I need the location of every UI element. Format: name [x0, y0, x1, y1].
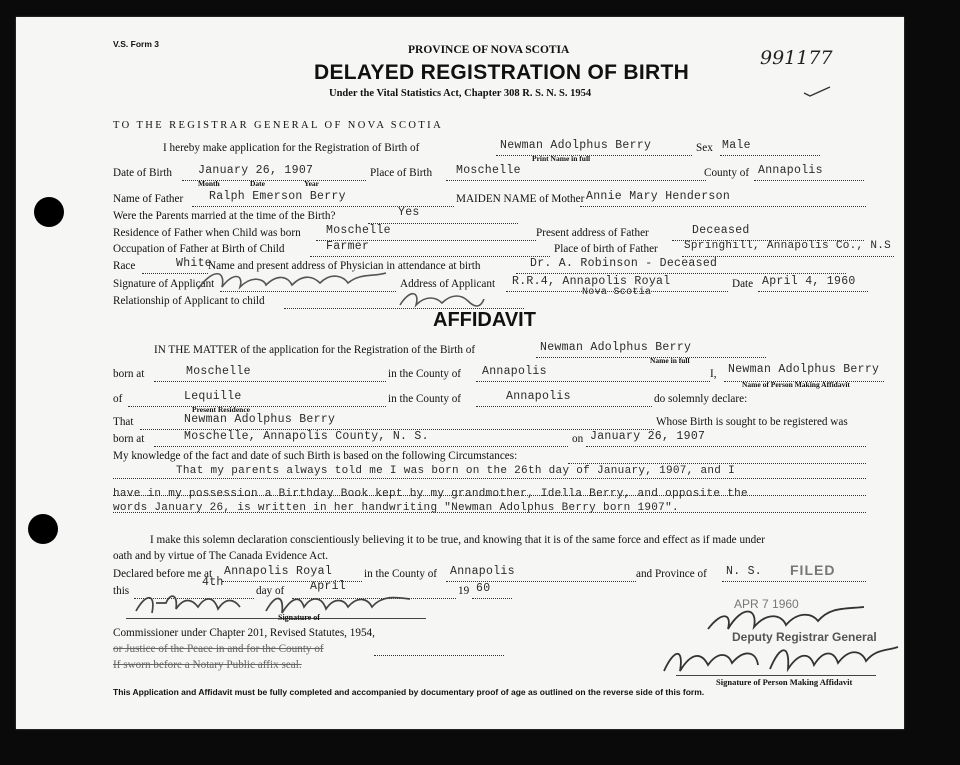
- circumstances-line-3: words January 26, is written in her handwriting "Newman Adolphus Berry born 1907".: [113, 502, 679, 514]
- matter-name-field: Newman Adolphus Berry: [540, 341, 692, 354]
- this-label: this: [113, 585, 130, 597]
- occupation-label: Occupation of Father at Birth of Child: [113, 243, 285, 255]
- on-date-field: January 26, 1907: [590, 430, 706, 443]
- occupation-field: Farmer: [326, 240, 370, 253]
- married-label: Were the Parents married at the time of the Birth?: [113, 210, 336, 222]
- signature-applicant-label: Signature of Applicant: [113, 278, 215, 290]
- applicant-address-field: R.R.4, Annapolis Royal: [512, 275, 671, 288]
- child-name-field: Newman Adolphus Berry: [500, 139, 652, 152]
- intro-label: I hereby make application for the Registration of Birth of: [163, 142, 420, 154]
- punch-hole-bottom: [28, 514, 58, 544]
- check-mark-icon: [802, 85, 832, 99]
- father-present-field: Deceased: [692, 224, 750, 237]
- pob-label: Place of Birth: [370, 167, 433, 179]
- on-label: on: [572, 433, 584, 445]
- month-field: April: [310, 580, 347, 593]
- year-field: 60: [476, 582, 491, 595]
- affiant-caption: Name of Person Making Affidavit: [742, 380, 850, 389]
- punch-hole-top: [34, 197, 64, 227]
- pob-field: Moschelle: [456, 164, 521, 177]
- commissioner-line-3: If sworn before a Notary Public affix seal.: [113, 659, 302, 671]
- form-number: V.S. Form 3: [113, 39, 159, 49]
- physician-label: Name and present address of Physician in attendance at birth: [208, 260, 481, 272]
- applicant-address-line2: Nova Scotia: [582, 287, 652, 298]
- day-of-label: day of: [256, 585, 285, 597]
- dob-field: January 26, 1907: [198, 164, 314, 177]
- race-field: White: [176, 257, 213, 270]
- county2-label: in the County of: [388, 393, 462, 405]
- physician-field: Dr. A. Robinson - Deceased: [530, 257, 718, 270]
- declared-label: Declared before me at: [113, 568, 213, 580]
- county3-label: in the County of: [364, 568, 438, 580]
- county3-field: Annapolis: [450, 565, 515, 578]
- sex-label: Sex: [696, 142, 713, 154]
- applicant-address-label: Address of Applicant: [400, 278, 496, 290]
- province-heading: PROVINCE OF NOVA SCOTIA: [408, 44, 570, 56]
- present-residence-caption: Present Residence: [192, 405, 250, 414]
- signature-of-caption: Signature of: [278, 613, 320, 622]
- in-county-field: Annapolis: [482, 365, 547, 378]
- month-caption: Month: [198, 179, 220, 188]
- married-field: Yes: [398, 206, 420, 219]
- circumstances-line-2: have in my possession a Birthday Book kept by my grandmother, Idella Berry, and opposite the: [113, 488, 748, 500]
- day-field: 4th: [202, 576, 224, 589]
- father-birthplace-field: Springhill, Annapolis Co., N.S: [684, 240, 892, 252]
- father-label: Name of Father: [113, 193, 184, 205]
- father-present-label: Present address of Father: [536, 227, 649, 239]
- subtitle: Under the Vital Statistics Act, Chapter 308 R. S. N. S. 1954: [329, 88, 592, 99]
- commissioner-signature: [126, 587, 426, 621]
- affiant-signature-caption: Signature of Person Making Affidavit: [716, 677, 853, 687]
- mother-field: Annie Mary Henderson: [586, 190, 731, 203]
- of-label: of: [113, 393, 123, 405]
- year-caption: Year: [304, 179, 319, 188]
- race-label: Race: [113, 260, 136, 272]
- declared-at-field: Annapolis Royal: [224, 565, 333, 578]
- that-name-field: Newman Adolphus Berry: [184, 413, 336, 426]
- year-prefix: 19: [458, 585, 470, 597]
- application-date-field: April 4, 1960: [762, 275, 856, 288]
- of-field: Lequille: [184, 390, 242, 403]
- affidavit-heading: AFFIDAVIT: [433, 309, 536, 331]
- born-at2-label: born at: [113, 433, 145, 445]
- county-field: Annapolis: [758, 164, 823, 177]
- footer-note: This Application and Affidavit must be fully completed and accompanied by documentary proof of age as outlined on the reverse side of this form.: [113, 687, 705, 697]
- i-label: I,: [710, 368, 717, 380]
- county2-field: Annapolis: [506, 390, 571, 403]
- print-name-caption: Print Name in full: [532, 154, 591, 163]
- father-residence-field: Moschelle: [326, 224, 391, 237]
- received-date-stamp: APR 7 1960: [734, 597, 799, 611]
- date-label: Date: [732, 278, 754, 290]
- registration-number: 991177: [760, 47, 833, 69]
- father-field: Ralph Emerson Berry: [209, 190, 346, 203]
- born-at-label: born at: [113, 368, 145, 380]
- filed-stamp: FILED: [790, 562, 836, 578]
- province-field: N. S.: [726, 565, 763, 578]
- knowledge-label: My knowledge of the fact and date of such Birth is based on the following Circumstances:: [113, 450, 518, 462]
- page-title: DELAYED REGISTRATION OF BIRTH: [314, 61, 690, 84]
- county-label: County of: [704, 167, 750, 179]
- father-birthplace-label: Place of birth of Father: [554, 243, 658, 255]
- declare-label: do solemnly declare:: [654, 393, 748, 405]
- in-county-label: in the County of: [388, 368, 462, 380]
- circumstances-line-1: That my parents always told me I was born on the 26th day of January, 1907, and I: [176, 465, 735, 477]
- father-residence-label: Residence of Father when Child was born: [113, 227, 301, 239]
- commissioner-line-2: or Justice of the Peace in and for the County of: [113, 643, 324, 655]
- born-at-field: Moschelle: [186, 365, 251, 378]
- affiant-name-field: Newman Adolphus Berry: [728, 363, 880, 376]
- commissioner-line-1: Commissioner under Chapter 201, Revised Statutes, 1954,: [113, 627, 375, 639]
- solemn-declaration-2: oath and by virtue of The Canada Evidence Act.: [113, 550, 329, 562]
- matter-label: IN THE MATTER of the application for the Registration of the Birth of: [154, 344, 476, 356]
- solemn-declaration-1: I make this solemn declaration conscientiously believing it to be true, and knowing that it is of the same force and effect as if made under: [150, 534, 765, 546]
- to-registrar-line: TO THE REGISTRAR GENERAL OF NOVA SCOTIA: [113, 120, 444, 131]
- name-in-full-caption: Name in full: [650, 356, 690, 365]
- relationship-label: Relationship of Applicant to child: [113, 295, 265, 307]
- whose-birth-label: Whose Birth is sought to be registered was: [656, 416, 848, 428]
- born-at2-field: Moschelle, Annapolis County, N. S.: [184, 430, 429, 443]
- sex-field: Male: [722, 139, 751, 152]
- deputy-registrar-stamp: Deputy Registrar General: [732, 630, 877, 644]
- affiant-signature: [658, 639, 903, 679]
- document-page: [16, 17, 904, 729]
- date-caption: Date: [250, 179, 265, 188]
- province-label: and Province of: [636, 568, 707, 580]
- dob-label: Date of Birth: [113, 167, 173, 179]
- that-label: That: [113, 416, 134, 428]
- mother-label: MAIDEN NAME of Mother: [456, 193, 585, 205]
- applicant-signature: [192, 265, 392, 295]
